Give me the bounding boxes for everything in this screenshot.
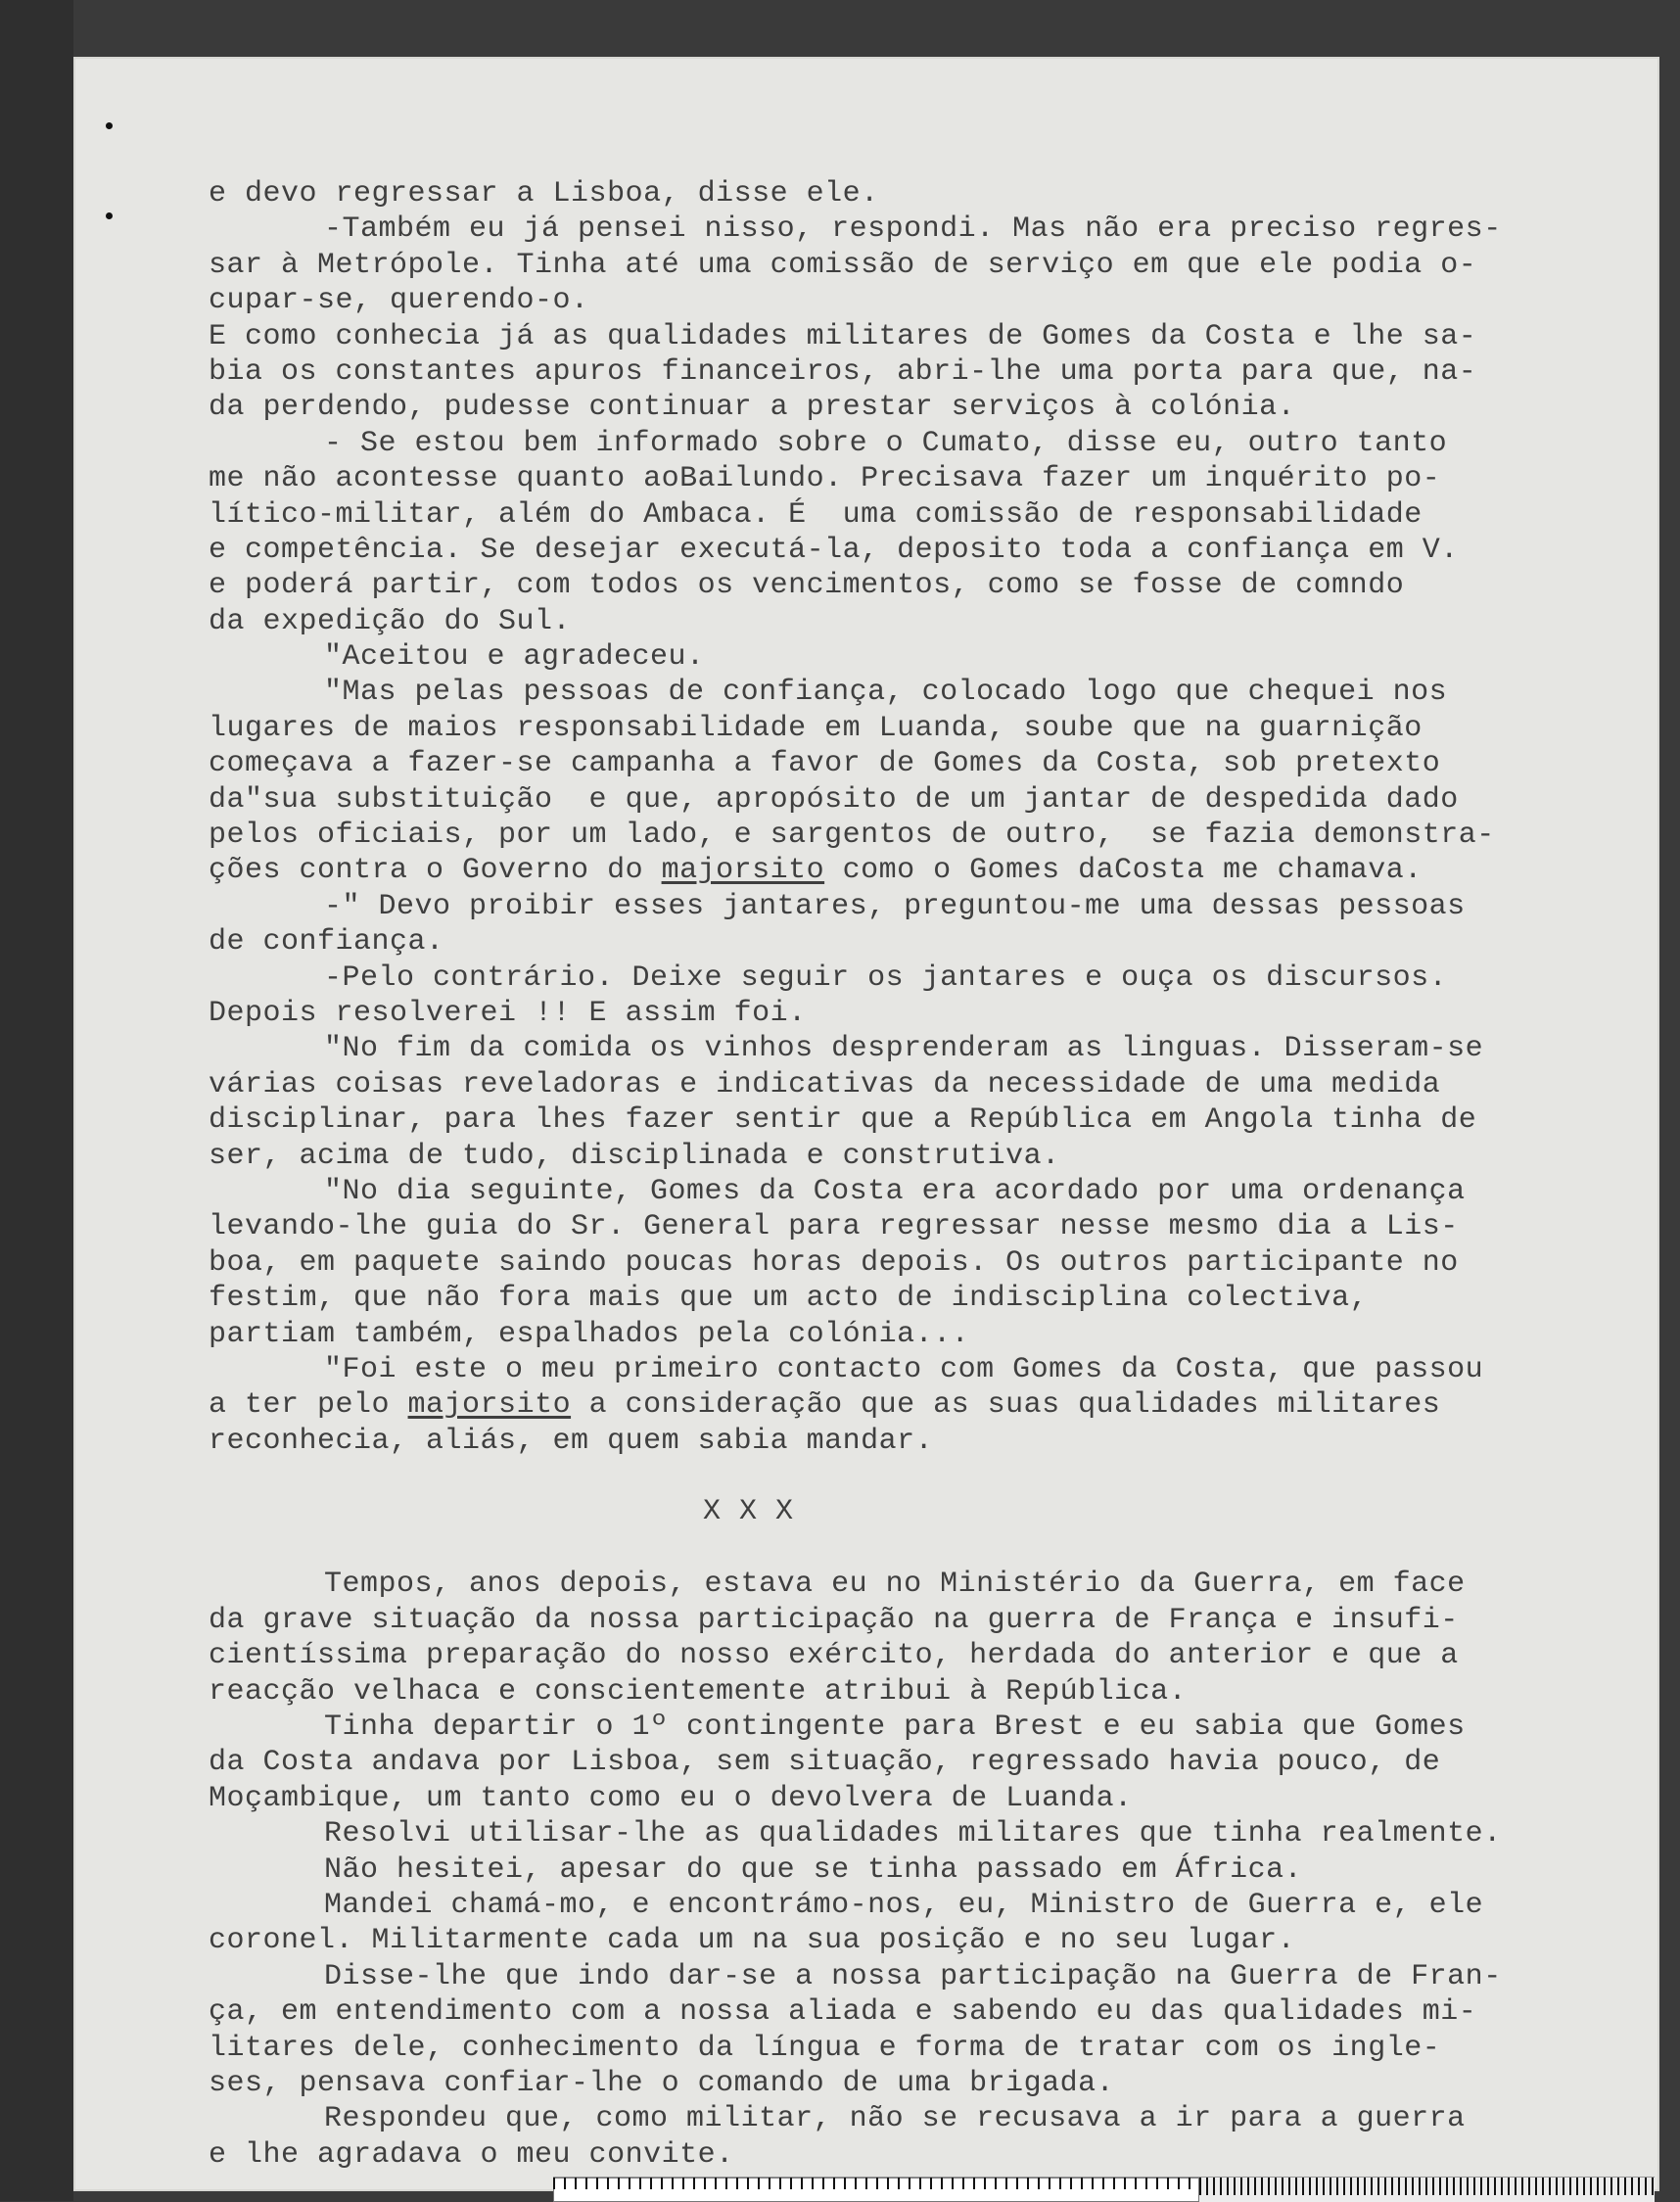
text-line: Não hesitei, apesar do que se tinha passado em África. [324, 1852, 1303, 1887]
text-line: da grave situação da nossa participação na guerra de França e insufi- [209, 1603, 1459, 1637]
text-line: cupar-se, querendo-o. [209, 284, 589, 318]
text-line: me não acontesse quanto aoBailundo. Precisava fazer um inquérito po- [209, 462, 1441, 496]
text-line: da expedição do Sul. [209, 604, 572, 638]
text-line: ções contra o Governo do majorsito como o Gomes daCosta me chamava. [209, 854, 1423, 888]
text-line: festim, que não fora mais que um acto de indisciplina colectiva, [209, 1282, 1369, 1316]
text-line: bia os constantes apuros financeiros, abri-lhe uma porta para que, na- [209, 354, 1477, 389]
text-line: disciplinar, para lhes fazer sentir que a República em Angola tinha de [209, 1103, 1477, 1138]
text-line: Mandei chamá-mo, e encontrámo-nos, eu, Ministro de Guerra e, ele [324, 1888, 1484, 1922]
text-line: reconhecia, aliás, em quem sabia mandar. [209, 1424, 934, 1458]
text-line: Depois resolverei !! E assim foi. [209, 996, 807, 1030]
text-line: lugares de maios responsabilidade em Luanda, soube que na guarnição [209, 711, 1423, 745]
text-line: Respondeu que, como militar, não se recusava a ir para a guerra [324, 2102, 1466, 2136]
text-line: Moçambique, um tanto como eu o devolvera de Luanda. [209, 1781, 1133, 1815]
text-line: ses, pensava confiar-lhe o comando de uma brigada. [209, 2066, 1115, 2100]
underlined-word: majorsito [407, 1388, 572, 1423]
text-line: "Mas pelas pessoas de confiança, colocado logo que chequei nos [324, 676, 1448, 710]
text-line: ser, acima de tudo, disciplinada e construtiva. [209, 1139, 1060, 1173]
text-line: sar à Metrópole. Tinha até uma comissão de serviço em que ele podia o- [209, 248, 1477, 282]
text-line: e lhe agradava o meu convite. [209, 2137, 734, 2172]
ruler-ticks [553, 2178, 1199, 2189]
text-line: e competência. Se desejar executá-la, deposito toda a confiança em V. [209, 533, 1459, 567]
text-line: Tinha departir o 1º contingente para Brest e eu sabia que Gomes [324, 1710, 1466, 1745]
text-line: lítico-militar, além do Ambaca. É uma comissão de responsabilidade [209, 497, 1423, 532]
punch-hole-bottom [106, 212, 113, 219]
text-line: litares dele, conhecimento da língua e forma de tratar com os ingle- [209, 2031, 1441, 2065]
text-line: E como conhecia já as qualidades militares de Gomes da Costa e lhe sa- [209, 319, 1477, 353]
page-body [209, 176, 1609, 2173]
text-line: da Costa andava por Lisboa, sem situação, regressado havia pouco, de [209, 1746, 1441, 1780]
text-line: várias coisas reveladoras e indicativas da necessidade de uma medida [209, 1067, 1441, 1101]
text-line: começava a fazer-se campanha a favor de Gomes da Costa, sob pretexto [209, 747, 1441, 781]
text-line: coronel. Militarmente cada um na sua posição e no seu lugar. [209, 1924, 1296, 1958]
text-line: partiam também, espalhados pela colónia... [209, 1317, 970, 1351]
text-line: ça, em entendimento com a nossa aliada e sabendo eu das qualidades mi- [209, 1995, 1477, 2030]
text-line: da"sua substituição e que, apropósito de um jantar de despedida dado [209, 782, 1459, 817]
scanner-background [0, 0, 73, 2201]
text-line: cientíssima preparação do nosso exército, herdada do anterior e que a [209, 1639, 1459, 1673]
text-line: pelos oficiais, por um lado, e sargentos de outro, se fazia demonstra- [209, 819, 1495, 853]
text-line: levando-lhe guia do Sr. General para regressar nesse mesmo dia a Lis- [209, 1210, 1459, 1244]
scale-ruler [553, 2177, 1655, 2202]
section-divider: X X X [703, 1495, 794, 1529]
text-line: de confiança. [209, 925, 444, 960]
text-line: reacção velhaca e conscientemente atribui à República. [209, 1674, 1188, 1709]
text-line: "No dia seguinte, Gomes da Costa era acordado por uma ordenança [324, 1174, 1466, 1208]
text-block-1 [209, 176, 1609, 1459]
text-line: Tempos, anos depois, estava eu no Ministério da Guerra, em face [324, 1568, 1466, 1602]
text-line: boa, em paquete saindo poucas horas depois. Os outros participante no [209, 1245, 1459, 1280]
text-line: da perdendo, pudesse continuar a prestar serviços à colónia. [209, 391, 1296, 425]
ruler-fine-segment [1199, 2178, 1655, 2202]
text-line: "Foi este o meu primeiro contacto com Gomes da Costa, que passou [324, 1352, 1484, 1386]
text-line: -Também eu já pensei nisso, respondi. Mas não era preciso regres- [324, 212, 1502, 247]
text-line: -Pelo contrário. Deixe seguir os jantares e ouça os discursos. [324, 960, 1448, 995]
text-line: Disse-lhe que indo dar-se a nossa participação na Guerra de Fran- [324, 1959, 1502, 1993]
text-line: "No fim da comida os vinhos desprenderam as linguas. Disseram-se [324, 1032, 1484, 1066]
text-block-2 [209, 1567, 1609, 2173]
text-line: "Aceitou e agradeceu. [324, 640, 705, 675]
text-line: e poderá partir, com todos os vencimentos, como se fosse de comndo [209, 569, 1405, 603]
text-line: - Se estou bem informado sobre o Cumato, disse eu, outro tanto [324, 426, 1448, 460]
punch-hole-top [106, 122, 113, 129]
text-line: a ter pelo majorsito a consideração que as suas qualidades militares [209, 1388, 1441, 1423]
text-line: -" Devo proibir esses jantares, preguntou-me uma dessas pessoas [324, 889, 1466, 923]
text-line: Resolvi utilisar-lhe as qualidades militares que tinha realmente. [324, 1817, 1502, 1851]
underlined-word: majorsito [661, 854, 825, 888]
text-line: e devo regressar a Lisboa, disse ele. [209, 177, 879, 211]
